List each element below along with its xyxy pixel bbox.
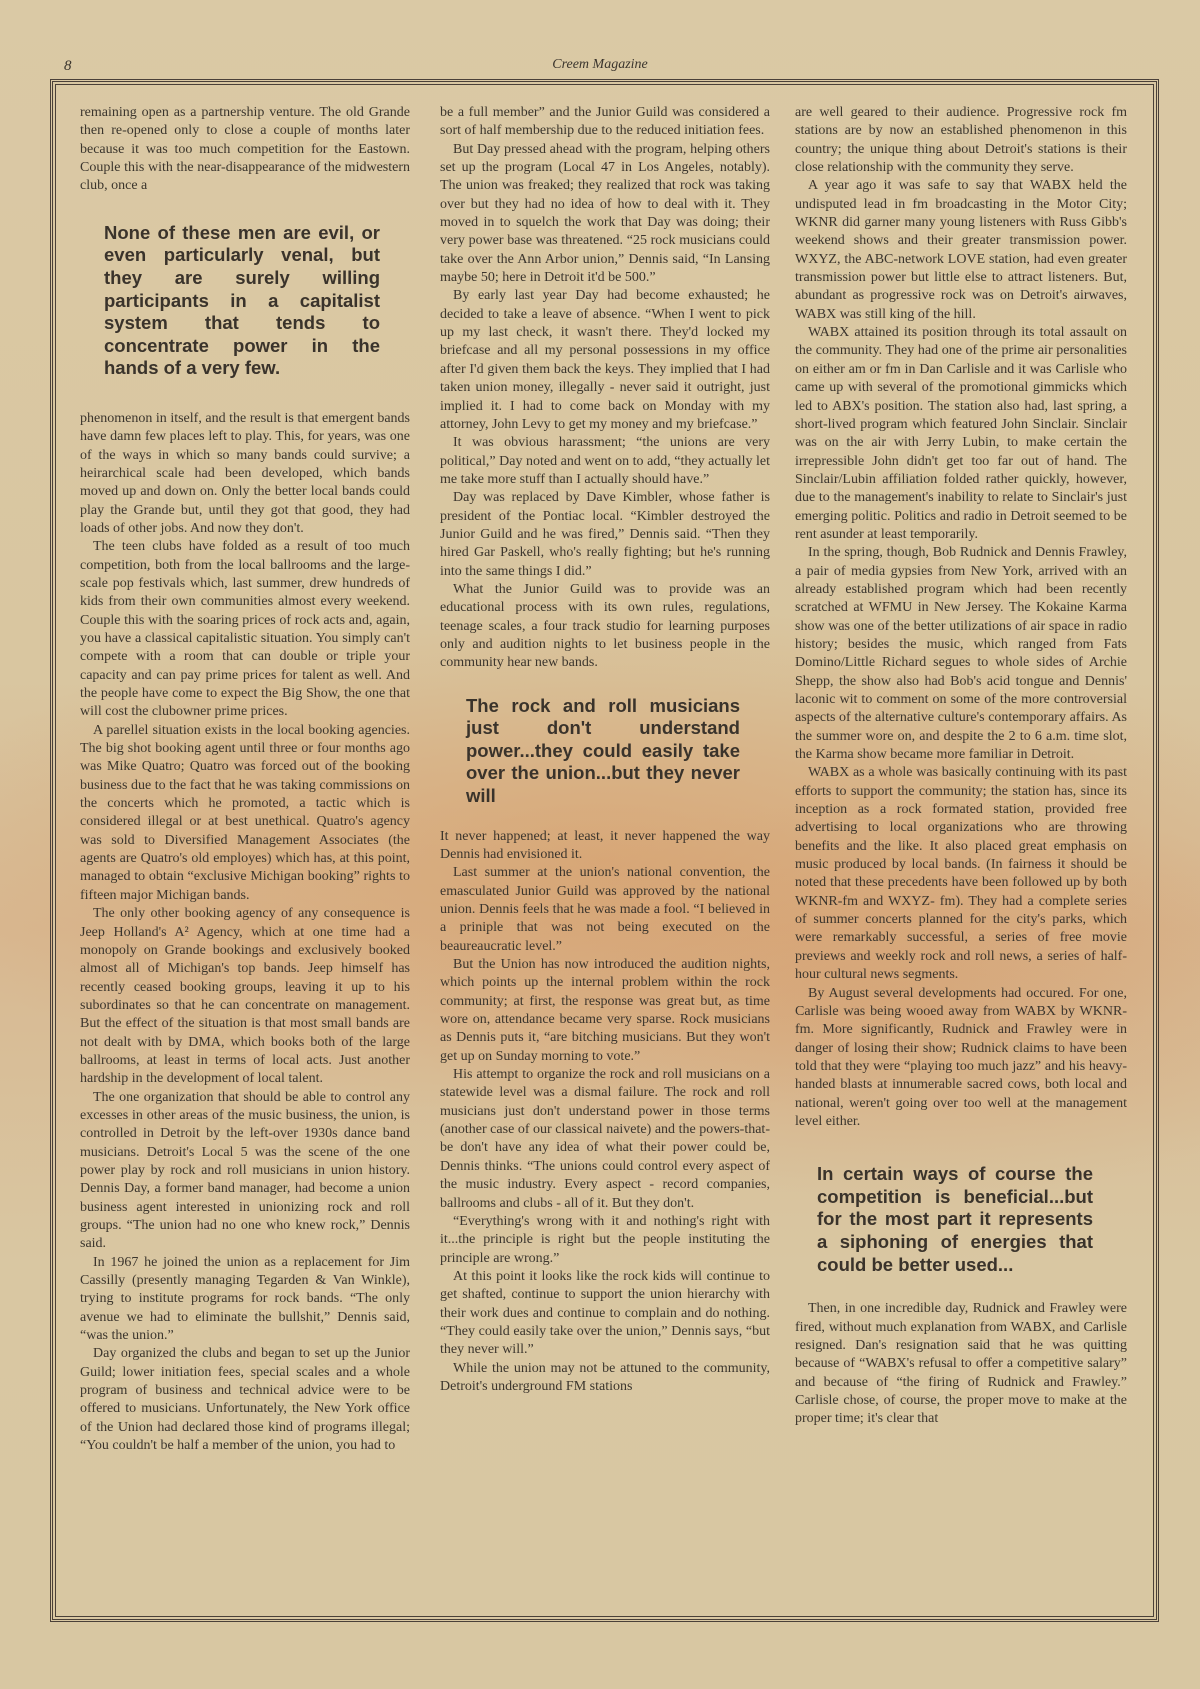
paragraph: In 1967 he joined the union as a replacement for Jim Cassilly (presently managing Tegarden & Van Winkle), trying to institute programs for rock bands. “The only avenue we had to eliminate the bullshit,” Dennis said, “was the union.” (80, 1254, 410, 1344)
paragraph: The teen clubs have folded as a result of too much competition, both from the local ballrooms and the large-scale pop festivals which, last summer, drew hundreds of kids from their own communities almost every weekend. Couple this with the soaring prices of rock acts and, again, you have a classical capitalistic situation. You simply can't compete with a room that can double or triple your capacity and can pay prime prices for talent as well. And the people have come to expect the Big Show, the one that will cost the clubowner prime prices. (80, 539, 410, 720)
pull-quote: In certain ways of course the competition is beneficial...but for the most part it represents a siphoning of energies that could be better used... (817, 1163, 1093, 1275)
paragraph: “Everything's wrong with it and nothing's right with it...the principle is right but the people instituting the principle are wrong.” (440, 1213, 770, 1266)
paragraph: are well geared to their audience. Progressive rock fm stations are by now an established phenomenon in this country; the unique thing about Detroit's stations is their close relationship with the community they serve. (795, 105, 1127, 176)
paragraph: phenomenon in itself, and the result is that emergent bands have damn few places left to play. This, for years, was one of the ways in which so many bands could survive; a heirarchical scale had been developed, which bands moved up and down on. Only the better local bands could play the Grande but, until they got that good, they had loads of other jobs. And now they don't. (80, 410, 410, 536)
pull-quote: None of these men are evil, or even particularly venal, but they are surely willing participants in a capitalist system that tends to concentrate power in the hands of a very few. (104, 221, 380, 379)
paragraph: The one organization that should be able to control any excesses in other areas of the music business, the union, is controlled in Detroit by the left-over 1930s dance band musicians. Detroit's Local 5 was the scene of the one power play by rock and roll musicians in union history. Dennis Day, a former band manager, had become a union business agent interested in unionizing rock and roll groups. “The union had no one who knew rock,” Dennis said. (80, 1089, 410, 1252)
paragraph: While the union may not be attuned to the community, Detroit's underground FM stations (440, 1360, 770, 1394)
paragraph: WABX attained its position through its total assault on the community. They had one of the prime air personalities on either am or fm in Dan Carlisle and it was Carlisle who came up with several of the promotional gimmicks which led to ABX's position. The station also had, last spring, a short-lived program which featured John Sinclair. Sinclair was on the air with Jerry Lubin, to make certain the irrepressible John didn't get too far out of hand. The Sinclair/Lubin affiliation folded rather quickly, however, due to the management's inability to relate to Sinclair's just emerging politic. Politics and radio in Detroit seemed to be rent asunder at least temporarily. (795, 325, 1127, 542)
paragraph: But the Union has now introduced the audition nights, which points up the internal problem within the rock community; at first, the response was great but, as time wore on, attendance became very sparse. Rock musicians as Dennis puts it, “are bitching musicians. But they won't get up on Sunday morning to vote.” (440, 957, 770, 1064)
paragraph: It never happened; at least, it never happened the way Dennis had envisioned it. (440, 828, 770, 862)
paragraph: Then, in one incredible day, Rudnick and Frawley were fired, without much explanation from WABX, and Carlisle resigned. Dan's resignation said that he was quitting because of “WABX's refusal to offer a competitive salary” and because of “the firing of Rudnick and Frawley.” Carlisle chose, of course, the proper move to make at the proper time; it's clear that (795, 1301, 1127, 1427)
paragraph: A year ago it was safe to say that WABX held the undisputed lead in fm broadcasting in the Motor City; WKNR did garner many young listeners with Russ Gibb's weekend shows and their greater transmission power. WXYZ, the ABC-network LOVE station, had even greater transmission power but little else to attract listeners. But, abundant as progressive rock was on Detroit's airwaves, WABX was still king of the hill. (795, 178, 1127, 322)
paragraph: By early last year Day had become exhausted; he decided to take a leave of absence. “When I went to pick up my last check, it wasn't there. They'd locked my briefcase and all my personal possessions in my office after I'd given them back the keys. They implied that I had taken union money, illegally - never said it outright, just implied it. I had to come back on Monday with my attorney, John Levy to get my money and my briefcase.” (440, 288, 770, 432)
paragraph: The only other booking agency of any consequence is Jeep Holland's A² Agency, which at one time had a monopoly on Grande bookings and exclusively booked almost all of Michigan's top bands. Jeep himself has recently ceased booking groups, leaving it up to his subordinates so that he can concentrate on management. But the effect of the situation is that most small bands are not dealt with by DMA, which books both of the large ballrooms, at least in terms of local acts. Just another hardship in the development of local talent. (80, 906, 410, 1087)
paragraph: WABX as a whole was basically continuing with its past efforts to support the community; the station has, since its inception as a rock formated station, provided free advertising to local organizations who are throwing benefits and the like. It also placed great emphasis on music produced by local bands. (In fairness it should be noted that these precedents have been followed up by both WKNR-fm and WXYZ- fm). They had a complete series of summer concerts planned for the city's parks, which were remarkably successful, a series of free movie previews and weekly rock and roll news, a series of half-hour cultural news segments. (795, 765, 1127, 983)
publication-title: Creem Magazine (552, 57, 648, 72)
paragraph: But Day pressed ahead with the program, helping others set up the program (Local 47 in Los Angeles, notably). The union was freaked; they realized that rock was taking over but they had no idea of how to deal with it. They moved in to squelch the work that Day was doing; their very power base was threatened. “25 rock musicians could take over the Ann Arbor union,” Dennis said, “In Lansing maybe 50; here in Detroit it'd be 500.” (440, 141, 770, 286)
paragraph: A parellel situation exists in the local booking agencies. The big shot booking agent until three or four months ago was Mike Quatro; Quatro was forced out of the booking business due to the fact that he was taking commissions on the concerts which he promoted, a tactic which is considered illegal or at best unethical. Quatro's agency was sold to Diversified Management Associates (the agents are Quatro's old employes) which has, at this point, managed to obtain “exclusive Michigan booking” rights to fifteen major Michigan bands. (80, 722, 410, 903)
paragraph: be a full member” and the Junior Guild was considered a sort of half membership due to the reduced initiation fees. (440, 105, 770, 139)
paragraph: Last summer at the union's national convention, the emasculated Junior Guild was approved by the national union. Dennis feels that he was made a fool. “I believed in a priniple that was not being executed on the beaureaucratic level.” (440, 865, 770, 954)
page-number: 8 (64, 58, 72, 74)
pull-quote: The rock and roll musicians just don't understand power...they could easily take over the union...but they never will (466, 694, 740, 807)
article-column-1 (80, 104, 410, 1609)
paragraph: Day organized the clubs and began to set up the Junior Guild; lower initiation fees, special scales and a whole program of business and technical advice were to be offered to musicians. Unfortunately, the New York office of the Union had declared those kind of programs illegal; “You couldn't be half a member of the union, you had to (80, 1346, 410, 1454)
paragraph: In the spring, though, Bob Rudnick and Dennis Frawley, a pair of media gypsies from New York, arrived with an already established program which had been recently scratched at WFMU in New Jersey. The Kokaine Karma show was one of the better utilizations of air space in radio history; besides the music, which ranged from Fats Domino/Little Richard segues to whole sides of Archie Shepp, the show also had Bob's acid tongue and Dennis' laconic wit to comment on some of the more controversial aspects of the alternative culture's contemporary affairs. As the summer wore on, and despite the 2 to 6 a.m. time slot, the Karma show became more familiar in Detroit. (795, 545, 1127, 763)
paragraph: By August several developments had occured. For one, Carlisle was being wooed away from WABX by WKNR-fm. More significantly, Rudnick and Frawley were in danger of losing their show; Rudnick claims to have been told that they were “playing too much jazz” and his heavy-handed blasts at innumerable sacred cows, both local and national, weren't going over too well at the management level either. (795, 985, 1127, 1129)
paragraph: What the Junior Guild was to provide was an educational process with its own rules, regulations, teenage scales, a four track studio for learning purposes only and audition nights to let business people in the community hear new bands. (440, 581, 770, 671)
paragraph: Day was replaced by Dave Kimbler, whose father is president of the Pontiac local. “Kimbler destroyed the Junior Guild and he was fired,” Dennis said. “Then they hired Gar Paskell, who's really fighting; but he's running into the same things I did.” (440, 490, 770, 579)
paragraph: It was obvious harassment; “the unions are very political,” Day noted and went on to add, “they actually let me take more stuff than I actually should have.” (440, 435, 770, 487)
article-column-3 (795, 104, 1127, 1609)
paragraph: At this point it looks like the rock kids will continue to get shafted, continue to support the union hierarchy with their work dues and continue to complain and do nothing. “They could easily take over the union,” Dennis says, “but they never will.” (440, 1268, 770, 1358)
paragraph: His attempt to organize the rock and roll musicians on a statewide level was a dismal failure. The rock and roll musicians just don't understand power in those terms (another case of our classical naivete) and the powers-that-be don't have any idea of what their power could be, Dennis thinks. “The unions could control every aspect of the music industry. Every aspect - record companies, ballrooms and clubs - all of it. But they don't. (440, 1067, 770, 1211)
paragraph: remaining open as a partnership venture. The old Grande then re-opened only to close a couple of months later because it was too much competition for the Eastown. Couple this with the near-disappearance of the midwestern club, once a (80, 105, 410, 194)
article-column-2 (440, 104, 770, 1609)
